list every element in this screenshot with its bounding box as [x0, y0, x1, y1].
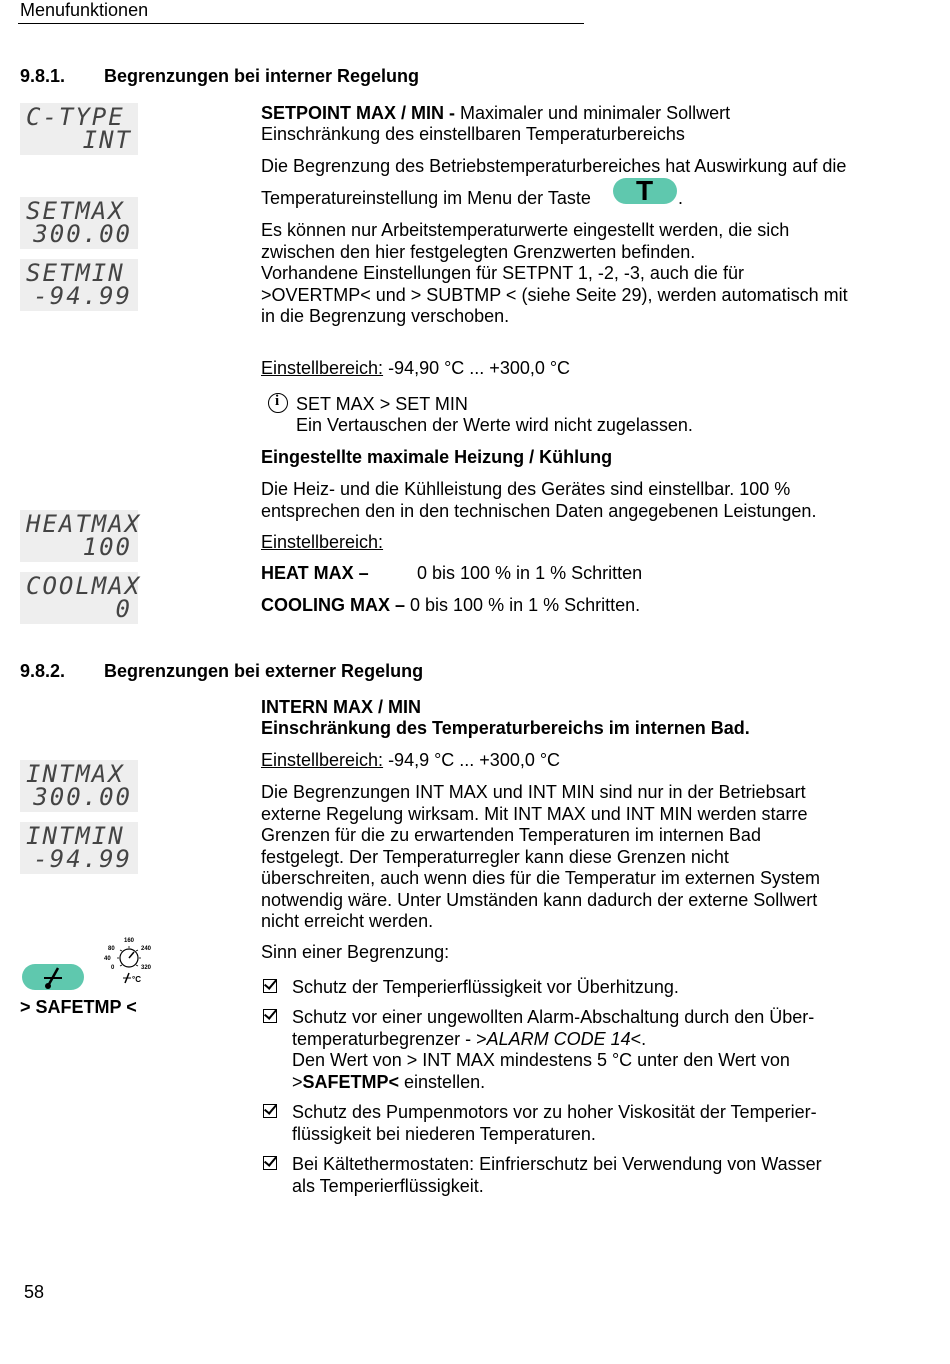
- check2-line: Den Wert von > INT MAX mindestens 5 °C unter den Wert von: [292, 1050, 790, 1070]
- intern-para-line: externe Regelung wirksam. Mit INT MAX und INT MIN werden starre: [261, 803, 808, 824]
- check4-line: als Temperierflüssigkeit.: [292, 1175, 484, 1196]
- intern-para-line: überschreiten, auch wenn dies für die Temperatur im externen System: [261, 868, 820, 888]
- header-rule: [18, 23, 584, 24]
- intern-para: [261, 782, 820, 933]
- lcd-line2: 0: [115, 595, 132, 623]
- para2-line: in die Begrenzung verschoben.: [261, 306, 510, 326]
- checkbox-icon: [263, 1009, 277, 1023]
- heat-para-line: Die Heiz- und die Kühlleistung des Gerätes sind einstellbar. 100 %: [261, 479, 791, 499]
- check2-line: [292, 1072, 814, 1094]
- heat-para: [261, 479, 816, 522]
- intern-para-line: Grenzen für die zu erwartenden Temperaturen im internen Bad: [261, 825, 761, 845]
- check2-line: Schutz vor einer ungewollten Alarm-Abschaltung durch den Über-: [292, 1007, 815, 1027]
- check1: Schutz der Temperierflüssigkeit vor Überhitzung.: [292, 977, 679, 997]
- check3: [292, 1102, 817, 1145]
- lcd-line1: HEATMAX: [26, 510, 142, 538]
- setpoint-title: SETPOINT MAX / MIN -: [261, 103, 456, 123]
- section-number-2: 9.8.2.: [20, 661, 66, 681]
- heat-title: Eingestellte maximale Heizung / Kühlung: [261, 447, 613, 467]
- heat-max-value: 0 bis 100 % in 1 % Schritten: [417, 563, 643, 583]
- period: .: [678, 188, 684, 208]
- check3-line: flüssigkeit bei niederen Temperaturen.: [292, 1123, 596, 1144]
- setpoint-title-rest: Maximaler und minimaler Sollwert: [455, 103, 731, 123]
- check2-line: [292, 1029, 814, 1051]
- lcd-line2: -94.99: [33, 282, 132, 310]
- setpoint-line3: Die Begrenzung des Betriebstemperaturbereiches hat Auswirkung auf die: [261, 156, 847, 176]
- range-label: Einstellbereich:: [261, 750, 384, 770]
- lcd-line1: COOLMAX: [26, 572, 142, 600]
- dial-tick: °C: [132, 975, 141, 984]
- intern-para-line: notwendig wäre. Unter Umständen kann dadurch der externe Sollwert: [261, 889, 818, 910]
- range-3: [261, 750, 560, 772]
- lcd-coolmax: [20, 572, 142, 624]
- lcd-ctype: [20, 103, 138, 155]
- range-value: -94,90 °C ... +300,0 °C: [383, 358, 571, 378]
- intern-title: INTERN MAX / MIN: [261, 697, 421, 717]
- checkbox-icon: [263, 1104, 277, 1118]
- dial-tick: 80: [108, 946, 115, 952]
- check4-line: Bei Kältethermostaten: Einfrierschutz bei Verwendung von Wasser: [292, 1154, 822, 1174]
- dial-thermometer-icon: [123, 973, 131, 983]
- page-number: 58: [24, 1282, 45, 1302]
- sinn-label: Sinn einer Begrenzung:: [261, 942, 450, 962]
- check2-end: einstellen.: [399, 1071, 486, 1092]
- checkbox-icon: [263, 979, 277, 993]
- lcd-line1: INTMAX: [26, 760, 125, 788]
- safetmp-key-icon: [22, 964, 84, 990]
- lcd-heatmax: [20, 510, 142, 562]
- para2-line: zwischen den hier festgelegten Grenzwerten befinden.: [261, 241, 696, 262]
- intern-sub: Einschränkung des Temperaturbereichs im internen Bad.: [261, 718, 750, 738]
- t-key-icon: [613, 175, 677, 206]
- section-title-2: Begrenzungen bei externer Regelung: [104, 661, 424, 681]
- check2: [292, 1007, 814, 1093]
- para2-line: Vorhandene Einstellungen für SETPNT 1, -2, -3, auch die für: [261, 263, 744, 283]
- section-number-1: 9.8.1.: [20, 66, 66, 86]
- lcd-line1: SETMIN: [26, 259, 125, 287]
- dial-tick: 40: [104, 956, 111, 962]
- page-header: Menufunktionen: [20, 0, 149, 20]
- lcd-line1: SETMAX: [26, 197, 125, 225]
- setpoint-line2: Einschränkung des einstellbaren Temperaturbereichs: [261, 124, 685, 144]
- check3-line: Schutz des Pumpenmotors vor zu hoher Viskosität der Temperier-: [292, 1102, 817, 1122]
- lcd-intmin: [20, 822, 138, 874]
- dial-tick: 0: [111, 965, 115, 971]
- dial-icon: [103, 936, 155, 988]
- intern-para-line: nicht erreicht werden.: [261, 911, 434, 931]
- alarm-code: ALARM CODE 14: [486, 1028, 631, 1049]
- lcd-line1: C-TYPE: [26, 103, 125, 131]
- range-1: [261, 358, 570, 380]
- lcd-line2: 100: [82, 533, 132, 561]
- heat-max-label: HEAT MAX –: [261, 563, 369, 583]
- para2: [261, 220, 848, 328]
- check2-text: temperaturbegrenzer - >: [292, 1028, 487, 1049]
- lcd-line2: -94.99: [33, 845, 132, 873]
- info-icon: i: [268, 393, 288, 413]
- safetmp-ref: SAFETMP<: [302, 1071, 400, 1092]
- lcd-intmax: [20, 760, 138, 812]
- heat-para-line: entsprechen den in den technischen Daten angegebenen Leistungen.: [261, 500, 817, 521]
- lcd-line2: INT: [82, 126, 132, 154]
- lcd-line2: 300.00: [33, 220, 132, 248]
- range-value: -94,9 °C ... +300,0 °C: [383, 750, 561, 770]
- intern-para-line: Die Begrenzungen INT MAX und INT MIN sind nur in der Betriebsart: [261, 782, 806, 802]
- para2-line: Es können nur Arbeitstemperaturwerte eingestellt werden, die sich: [261, 220, 790, 240]
- info-line1: SET MAX > SET MIN: [296, 394, 468, 414]
- lcd-line2: 300.00: [33, 783, 132, 811]
- section-title-1: Begrenzungen bei interner Regelung: [104, 66, 420, 86]
- dial-tick: 160: [124, 938, 135, 944]
- thermometer-icon: [22, 964, 84, 990]
- cool-max-value: 0 bis 100 % in 1 % Schritten.: [405, 595, 641, 615]
- dial-tick: 320: [141, 965, 152, 971]
- range-label: Einstellbereich:: [261, 358, 384, 378]
- cool-max-row: [261, 595, 640, 617]
- cool-max-label: COOLING MAX –: [261, 595, 406, 615]
- intern-para-line: festgelegt. Der Temperaturregler kann diese Grenzen nicht: [261, 846, 729, 867]
- info-line2: Ein Vertauschen der Werte wird nicht zugelassen.: [296, 415, 693, 435]
- lcd-line1: INTMIN: [26, 822, 125, 850]
- check4: [292, 1154, 822, 1197]
- dial-tick: 240: [141, 946, 152, 952]
- setpoint-line4: Temperatureinstellung im Menu der Taste: [261, 188, 591, 208]
- lcd-setmax: [20, 197, 138, 249]
- checkbox-icon: [263, 1156, 277, 1170]
- check2-end: <.: [630, 1028, 647, 1049]
- lcd-setmin: [20, 259, 138, 311]
- range-2-label: Einstellbereich:: [261, 532, 384, 552]
- check2-pre: >: [292, 1071, 303, 1092]
- safetmp-label: > SAFETMP <: [20, 997, 137, 1017]
- t-key-label: T: [636, 175, 654, 206]
- setpoint-heading: [261, 103, 730, 125]
- para2-line: >OVERTMP< und > SUBTMP < (siehe Seite 29), werden automatisch mit: [261, 284, 848, 305]
